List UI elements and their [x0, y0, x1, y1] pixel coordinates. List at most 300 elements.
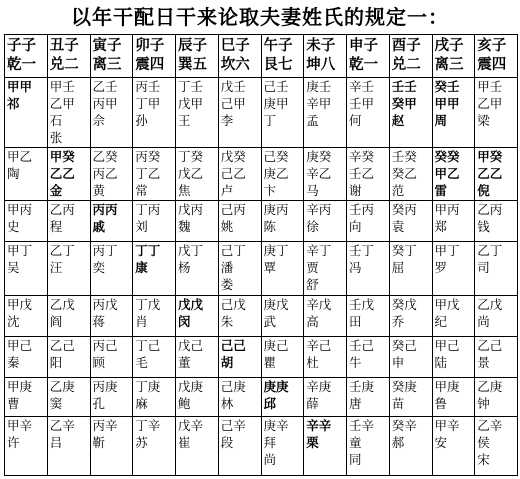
header-cell — [218, 35, 261, 78]
surname-text: 胡 — [220, 355, 234, 371]
stem-text: 己庚 — [220, 378, 246, 394]
surname-text: 吴 — [7, 260, 20, 276]
stem-text: 甲戊 — [7, 297, 33, 313]
surname-text: 佘 — [92, 112, 106, 128]
table-cell — [261, 148, 304, 201]
stem-text: 乙丁 — [49, 243, 75, 259]
table-cell — [218, 377, 261, 416]
surname-text: 董 — [178, 355, 191, 371]
table-cell — [5, 148, 48, 201]
stem-text: 壬丙 — [349, 202, 375, 218]
stem-text: 丁辛 — [135, 417, 161, 433]
surname-text: 孟 — [306, 112, 319, 128]
header-text: 巳子 — [220, 37, 250, 54]
stem-text: 童 — [349, 434, 362, 450]
surname-text: 曹 — [7, 395, 20, 411]
table-cell — [347, 377, 390, 416]
table-cell — [47, 416, 90, 475]
stem-text: 侯 — [477, 434, 490, 450]
stem-text: 丁乙 — [135, 166, 161, 182]
table-cell — [176, 337, 219, 378]
stem-text: 辛辛 — [306, 417, 332, 433]
stem-text: 潘 — [220, 260, 234, 276]
table-cell — [389, 296, 432, 337]
table-cell — [347, 296, 390, 337]
surname-text: 姚 — [220, 219, 234, 235]
stem-text: 丁丁 — [135, 243, 161, 259]
stem-text: 甲己 — [7, 338, 33, 354]
table-cell — [475, 337, 518, 378]
header-cell — [176, 35, 219, 78]
stem-text: 己辛 — [220, 417, 246, 433]
stem-text: 庚丁 — [263, 243, 289, 259]
table-cell — [304, 148, 347, 201]
stem-text: 戊丁 — [178, 243, 204, 259]
table-cell — [304, 377, 347, 416]
table-cell — [218, 148, 261, 201]
table-cell — [261, 337, 304, 378]
table-row — [5, 148, 518, 201]
surname-text: 李 — [220, 112, 234, 128]
table-cell — [5, 416, 48, 475]
surname-text: 丁 — [263, 112, 277, 128]
stem-text: 癸壬 — [434, 78, 460, 94]
header-text: 巽五 — [178, 56, 207, 73]
surname-text: 许 — [7, 434, 20, 450]
surname-text: 陈 — [263, 219, 277, 235]
surname-text: 雷 — [434, 183, 448, 199]
header-text: 兑二 — [49, 56, 79, 73]
document-title: 以年干配日干来论取夫妻姓氏的规定一： — [71, 5, 449, 29]
header-text: 午子 — [263, 37, 293, 54]
table-cell — [347, 148, 390, 201]
table-cell — [261, 416, 304, 475]
table-cell — [218, 416, 261, 475]
table-cell — [304, 296, 347, 337]
stem-text: 乙戊 — [477, 297, 503, 313]
table-cell — [475, 148, 518, 201]
stem-text: 甲壬 — [49, 78, 75, 94]
surname-text: 赵 — [391, 112, 405, 128]
stem-text: 丙辛 — [92, 417, 118, 433]
stem-text: 庚己 — [263, 338, 289, 354]
surname-text: 宋 — [477, 451, 490, 467]
header-text: 戌子 — [434, 37, 464, 54]
stem-text: 辛乙 — [306, 166, 332, 182]
stem-text: 甲丙 — [434, 202, 460, 218]
stem-text: 戊戊 — [178, 297, 204, 313]
surname-text: 魏 — [178, 219, 191, 235]
surname-text: 金 — [49, 183, 63, 199]
surname-text: 刘 — [135, 219, 148, 235]
surname-text: 郑 — [434, 219, 448, 235]
table-cell — [176, 148, 219, 201]
surname-text: 肖 — [135, 314, 148, 330]
header-cell — [5, 35, 48, 78]
header-cell — [432, 35, 475, 78]
table-cell — [432, 77, 475, 147]
surname-text: 安 — [434, 434, 448, 450]
table-cell — [133, 377, 176, 416]
surname-text: 武 — [263, 314, 277, 330]
table-cell — [218, 77, 261, 147]
table-cell — [432, 201, 475, 242]
header-text: 震四 — [477, 56, 507, 73]
stem-text: 丁丙 — [135, 202, 161, 218]
stem-text: 戊癸 — [220, 149, 246, 165]
stem-text: 乙己 — [477, 338, 503, 354]
header-text: 丑子 — [49, 37, 79, 54]
table-cell — [347, 201, 390, 242]
stem-text: 辛癸 — [349, 149, 375, 165]
surname-text: 王 — [178, 112, 191, 128]
table-cell — [304, 416, 347, 475]
stem-text: 己癸 — [263, 149, 289, 165]
stem-text: 乙丙 — [49, 202, 75, 218]
surname-text: 史 — [7, 219, 20, 235]
table-cell — [389, 148, 432, 201]
surname-text: 程 — [49, 219, 63, 235]
table-cell — [389, 242, 432, 296]
stem-text: 癸乙 — [391, 166, 417, 182]
surname-text: 汪 — [49, 260, 63, 276]
table-cell — [432, 337, 475, 378]
surname-text: 孔 — [92, 395, 106, 411]
stem-text: 辛丙 — [306, 202, 332, 218]
surname-text: 司 — [477, 260, 490, 276]
table-cell — [475, 296, 518, 337]
stem-text: 丙戊 — [92, 297, 118, 313]
surname-text: 朱 — [220, 314, 234, 330]
table-cell — [5, 242, 48, 296]
surname-text: 倪 — [477, 183, 490, 199]
stem-text: 癸甲 — [391, 95, 417, 111]
table-row — [5, 337, 518, 378]
table-cell — [90, 296, 133, 337]
table-cell — [432, 416, 475, 475]
table-cell — [5, 296, 48, 337]
surname-text: 麻 — [135, 395, 148, 411]
table-row — [5, 377, 518, 416]
stem-text: 甲丁 — [434, 243, 460, 259]
surname-text: 钟 — [477, 395, 490, 411]
table-cell — [47, 242, 90, 296]
stem-text: 壬戊 — [349, 297, 375, 313]
stem-text: 壬庚 — [349, 378, 375, 394]
stem-text: 戊甲 — [178, 95, 204, 111]
header-text: 乾一 — [349, 56, 378, 73]
stem-text: 乙庚 — [477, 378, 503, 394]
header-text: 坎六 — [220, 56, 250, 73]
table-cell — [347, 337, 390, 378]
header-cell — [47, 35, 90, 78]
header-text: 离三 — [434, 56, 464, 73]
table-body — [5, 35, 518, 476]
table-cell — [475, 77, 518, 147]
stem-text: 丙己 — [92, 338, 118, 354]
surname-text: 杨 — [178, 260, 191, 276]
stem-text: 乙乙 — [477, 166, 503, 182]
stem-text: 乙辛 — [49, 417, 75, 433]
surname-text: 罗 — [434, 260, 448, 276]
table-cell — [304, 201, 347, 242]
table-cell — [47, 148, 90, 201]
surname-text: 鲁 — [434, 395, 448, 411]
table-cell — [5, 377, 48, 416]
surname-text: 黄 — [92, 183, 106, 199]
stem-text: 丁己 — [135, 338, 161, 354]
table-cell — [47, 296, 90, 337]
stem-text: 甲乙 — [434, 166, 460, 182]
surname-text: 徐 — [306, 219, 319, 235]
surname-text: 郝 — [391, 434, 405, 450]
header-text: 震四 — [135, 56, 165, 73]
stem-text: 戊己 — [178, 338, 204, 354]
table-cell — [389, 416, 432, 475]
stem-text: 甲甲 — [434, 95, 460, 111]
header-text: 离三 — [92, 56, 122, 73]
surname-text: 何 — [349, 112, 362, 128]
header-text: 申子 — [349, 37, 378, 54]
surname-text: 苏 — [135, 434, 148, 450]
table-cell — [133, 416, 176, 475]
stem-text: 甲庚 — [434, 378, 460, 394]
stem-text: 辛壬 — [349, 78, 375, 94]
header-text: 寅子 — [92, 37, 122, 54]
table-cell — [176, 416, 219, 475]
header-text: 辰子 — [178, 37, 207, 54]
surname-text: 苗 — [391, 395, 405, 411]
table-cell — [176, 377, 219, 416]
stem-text: 丁戊 — [135, 297, 161, 313]
stem-text: 庚癸 — [306, 149, 332, 165]
stem-text: 辛己 — [306, 338, 332, 354]
stem-text: 乙丙 — [477, 202, 503, 218]
header-text: 兑二 — [391, 56, 421, 73]
header-cell — [133, 35, 176, 78]
surname-text: 舒 — [306, 277, 319, 293]
surname-text: 奕 — [92, 260, 106, 276]
table-row — [5, 242, 518, 296]
stem-text: 癸丁 — [391, 243, 417, 259]
table-cell — [90, 148, 133, 201]
table-cell — [5, 201, 48, 242]
surname-text: 陆 — [434, 355, 448, 371]
surname-text: 向 — [349, 219, 362, 235]
stem-text: 己戊 — [220, 297, 246, 313]
stem-text: 甲乙 — [7, 149, 33, 165]
surname-text: 纪 — [434, 314, 448, 330]
stem-text: 乙甲 — [49, 95, 75, 111]
table-cell — [90, 377, 133, 416]
stem-text: 戊乙 — [178, 166, 204, 182]
stem-text: 庚戊 — [263, 297, 289, 313]
table-cell — [475, 416, 518, 475]
table-cell — [90, 242, 133, 296]
surname-text: 冯 — [349, 260, 362, 276]
stem-text: 壬辛 — [349, 417, 375, 433]
surname-text: 毛 — [135, 355, 148, 371]
table-cell — [347, 416, 390, 475]
stem-text: 壬甲 — [349, 95, 375, 111]
stem-text: 癸辛 — [391, 417, 417, 433]
stem-text: 戊壬 — [220, 78, 246, 94]
stem-text: 乙壬 — [92, 78, 118, 94]
surname-text: 尚 — [263, 451, 277, 467]
stem-text: 乙癸 — [92, 149, 118, 165]
surname-text: 沈 — [7, 314, 20, 330]
stem-text: 乙辛 — [477, 417, 503, 433]
table-cell — [475, 377, 518, 416]
surname-text: 马 — [306, 183, 319, 199]
table-row — [5, 77, 518, 147]
stem-text: 庚庚 — [263, 378, 289, 394]
table-cell — [133, 77, 176, 147]
stem-text: 己乙 — [220, 166, 246, 182]
table-cell — [475, 242, 518, 296]
surname-text: 瞿 — [263, 355, 277, 371]
stem-text: 乙戊 — [49, 297, 75, 313]
stem-text: 壬己 — [349, 338, 375, 354]
surname-text: 覃 — [263, 260, 277, 276]
surname-text: 钱 — [477, 219, 490, 235]
header-text: 卯子 — [135, 37, 165, 54]
surname-text: 乔 — [391, 314, 405, 330]
table-cell — [218, 296, 261, 337]
stem-text: 丁甲 — [135, 95, 161, 111]
stem-text: 庚乙 — [263, 166, 289, 182]
surname-table — [4, 34, 518, 476]
table-cell — [176, 77, 219, 147]
header-cell — [261, 35, 304, 78]
header-cell — [347, 35, 390, 78]
header-cell — [304, 35, 347, 78]
surname-text: 阳 — [49, 355, 63, 371]
stem-text: 甲庚 — [7, 378, 33, 394]
surname-text: 孙 — [135, 112, 148, 128]
surname-text: 尚 — [477, 314, 490, 330]
surname-text: 梁 — [477, 112, 490, 128]
stem-text: 甲甲 — [7, 78, 33, 94]
surname-text: 薛 — [306, 395, 319, 411]
stem-text: 辛丁 — [306, 243, 332, 259]
stem-text: 甲己 — [434, 338, 460, 354]
stem-text: 丙癸 — [135, 149, 161, 165]
stem-text: 庚丙 — [263, 202, 289, 218]
surname-text: 屈 — [391, 260, 405, 276]
surname-text: 闵 — [178, 314, 191, 330]
surname-text: 卢 — [220, 183, 234, 199]
table-cell — [389, 201, 432, 242]
table-cell — [475, 201, 518, 242]
surname-text: 康 — [135, 260, 148, 276]
header-text: 未子 — [306, 37, 336, 54]
stem-text: 己丁 — [220, 243, 246, 259]
table-cell — [304, 242, 347, 296]
table-cell — [133, 148, 176, 201]
surname-text: 祁 — [7, 95, 20, 111]
table-cell — [47, 201, 90, 242]
stem-text: 乙己 — [49, 338, 75, 354]
surname-text: 申 — [391, 355, 405, 371]
surname-text: 邱 — [263, 395, 277, 411]
table-cell — [261, 377, 304, 416]
table-cell — [176, 201, 219, 242]
stem-text: 辛戊 — [306, 297, 332, 313]
surname-text: 常 — [135, 183, 148, 199]
surname-text: 吕 — [49, 434, 63, 450]
stem-text: 壬丁 — [349, 243, 375, 259]
stem-text: 甲癸 — [477, 149, 503, 165]
stem-text: 乙乙 — [49, 166, 75, 182]
surname-text: 林 — [220, 395, 234, 411]
table-cell — [261, 296, 304, 337]
surname-text: 窦 — [49, 395, 63, 411]
table-cell — [304, 337, 347, 378]
table-cell — [90, 77, 133, 147]
surname-text: 戚 — [92, 219, 106, 235]
table-row — [5, 296, 518, 337]
surname-text: 焦 — [178, 183, 191, 199]
stem-text: 贾 — [306, 260, 319, 276]
table-cell — [261, 242, 304, 296]
stem-text: 拜 — [263, 434, 277, 450]
stem-text: 甲丙 — [7, 202, 33, 218]
surname-text: 阎 — [49, 314, 63, 330]
surname-text: 秦 — [7, 355, 20, 371]
stem-text: 丙乙 — [92, 166, 118, 182]
table-cell — [5, 337, 48, 378]
header-text: 乾一 — [7, 56, 36, 73]
table-cell — [261, 77, 304, 147]
stem-text: 己己 — [220, 338, 246, 354]
header-text: 酉子 — [391, 37, 421, 54]
surname-text: 田 — [349, 314, 362, 330]
table-cell — [218, 242, 261, 296]
table-row — [5, 416, 518, 475]
stem-text: 石 — [49, 112, 63, 128]
table-cell — [389, 377, 432, 416]
table-cell — [47, 337, 90, 378]
table-cell — [432, 242, 475, 296]
header-cell — [475, 35, 518, 78]
table-row — [5, 201, 518, 242]
table-cell — [389, 77, 432, 147]
stem-text: 癸己 — [391, 338, 417, 354]
surname-text: 高 — [306, 314, 319, 330]
stem-text: 己壬 — [263, 78, 289, 94]
table-cell — [389, 337, 432, 378]
stem-text: 己甲 — [220, 95, 246, 111]
stem-text: 甲壬 — [477, 78, 503, 94]
stem-text: 辛庚 — [306, 378, 332, 394]
header-cell — [90, 35, 133, 78]
surname-text: 栗 — [306, 434, 319, 450]
stem-text: 丁壬 — [178, 78, 204, 94]
stem-text: 甲戊 — [434, 297, 460, 313]
stem-text: 甲辛 — [7, 417, 33, 433]
surname-text: 鲍 — [178, 395, 191, 411]
header-row — [5, 35, 518, 78]
stem-text: 甲丁 — [7, 243, 33, 259]
surname-text: 景 — [477, 355, 490, 371]
stem-text: 甲癸 — [49, 149, 75, 165]
surname-text: 段 — [220, 434, 234, 450]
table-cell — [90, 416, 133, 475]
header-text: 子子 — [7, 37, 36, 54]
stem-text: 壬乙 — [349, 166, 375, 182]
table-cell — [90, 201, 133, 242]
